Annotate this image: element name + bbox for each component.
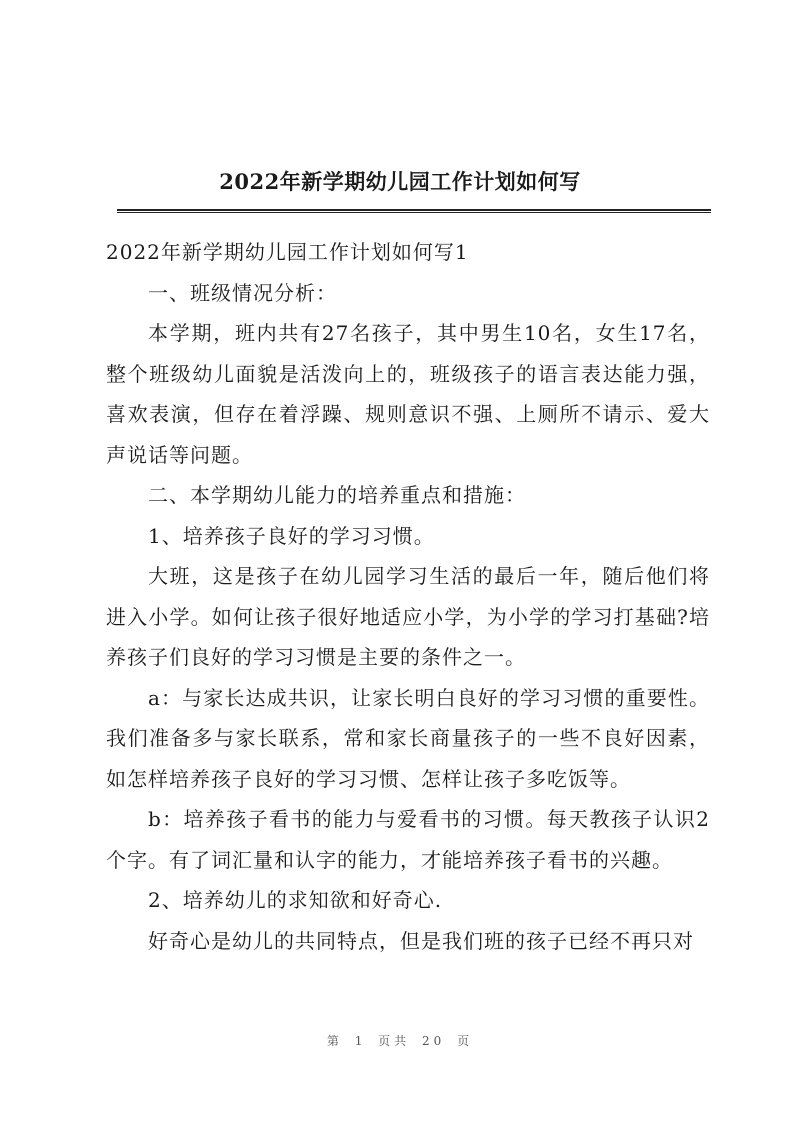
paragraph: 一、班级情况分析： <box>148 280 337 305</box>
paragraph: 好奇心是幼儿的共同特点，但是我们班的孩子已经不再只对 <box>148 928 694 953</box>
paragraph: 2、培养幼儿的求知欲和好奇心. <box>148 888 443 912</box>
paragraph: 本学期，班内共有27名孩子，其中男生10名，女生17名，整个班级幼儿面貌是活泼向上的，班级孩子的语言表达能力强，喜欢表演，但存在着浮躁、规则意识不强、上厕所不请示、爱大声说话等问题。 <box>106 321 710 467</box>
section-heading: 2022年新学期幼儿园工作计划如何写1 <box>106 240 469 264</box>
footer-suffix: 页 <box>457 1034 474 1048</box>
document-body <box>106 232 710 961</box>
paragraph: b：培养孩子看书的能力与爱看书的习惯。每天教孩子认识2个字。有了词汇量和认字的能力，才能培养孩子看书的兴趣。 <box>106 807 710 872</box>
paragraph: 大班，这是孩子在幼儿园学习生活的最后一年，随后他们将进入小学。如何让孩子很好地适应小学，为小学的学习打基础?培养孩子们良好的学习习惯是主要的条件之一。 <box>106 564 710 669</box>
paragraph: 1、培养孩子良好的学习习惯。 <box>148 523 435 548</box>
paragraph: 二、本学期幼儿能力的培养重点和措施： <box>148 483 526 507</box>
document-title: 2022年新学期幼儿园工作计划如何写 <box>219 169 581 194</box>
paragraph: a：与家长达成共识，让家长明白良好的学习习惯的重要性。我们准备多与家长联系，常和家长商量孩子的一些不良好因素，如怎样培养孩子良好的学习习惯、怎样让孩子多吃饭等。 <box>106 685 710 791</box>
footer-prefix: 第 <box>326 1034 343 1048</box>
current-page-number: 1 <box>354 1034 367 1048</box>
total-pages-number: 20 <box>422 1034 446 1048</box>
page-footer <box>0 1032 800 1049</box>
title-divider <box>117 209 711 213</box>
footer-middle: 页共 <box>378 1034 411 1048</box>
